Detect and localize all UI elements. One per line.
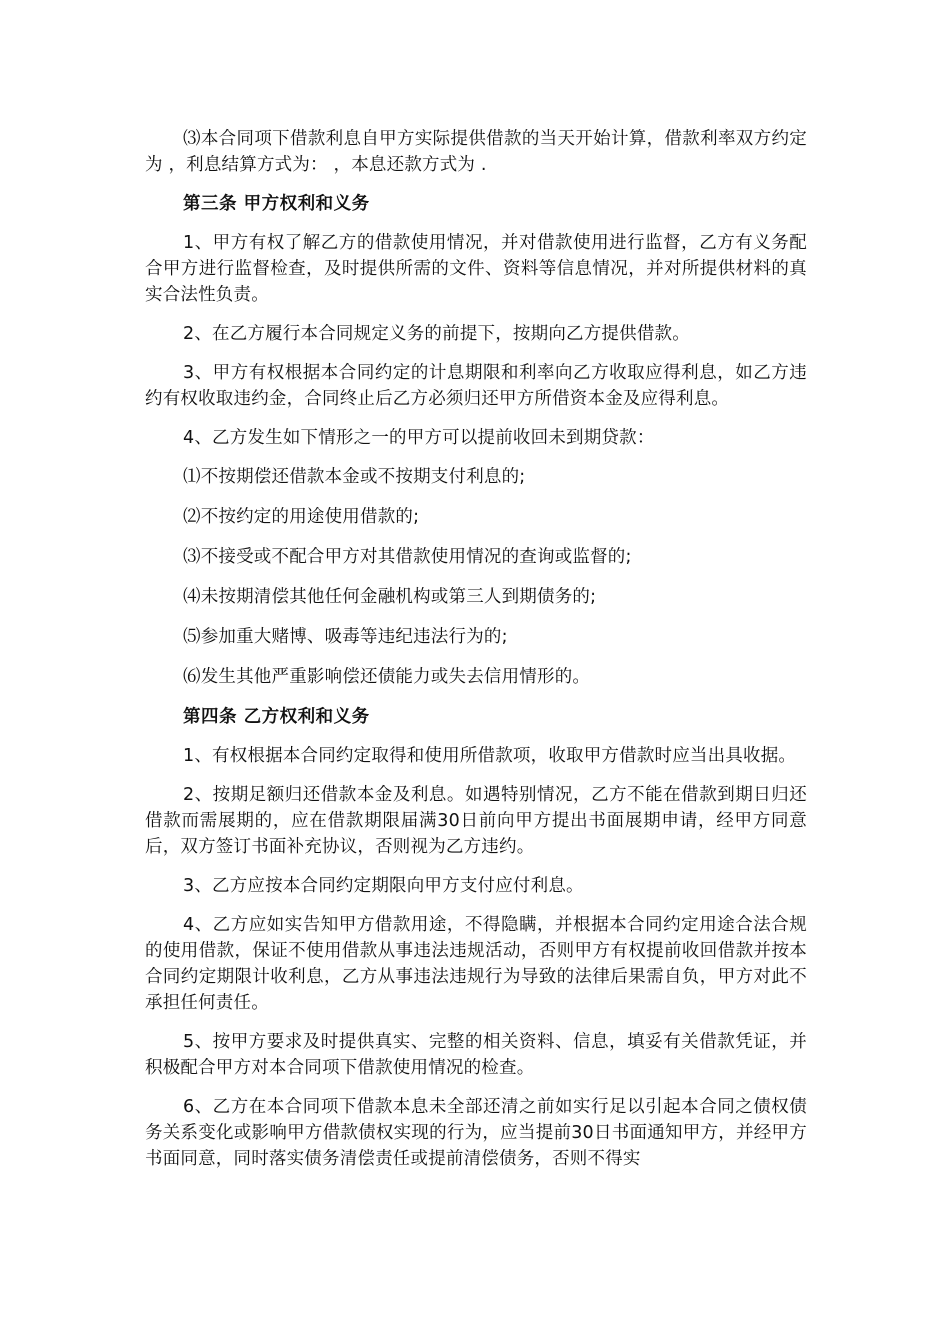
article3-item-6: ⑹发生其他严重影响偿还债能力或失去信用情形的。 (183, 667, 591, 687)
article3-clause-3: 3、甲方有权根据本合同约定的计息期限和利率向乙方收取应得利息，如乙方违约有权收取违约金，合同终止后乙方必须归还甲方所借资本金及应得利息。 (145, 363, 807, 409)
interest-clause: ⑶本合同项下借款利息自甲方实际提供借款的当天开始计算，借款利率双方约定为 ，利息结算方式为： ，本息还款方式为 . (145, 129, 807, 175)
article3-clause-2: 2、在乙方履行本合同规定义务的前提下，按期向乙方提供借款。 (183, 324, 690, 344)
article4-clause-3: 3、乙方应按本合同约定期限向甲方支付应付利息。 (183, 876, 584, 896)
article3-heading: 第三条 甲方权利和义务 (183, 194, 370, 214)
article3-clause-4: 4、乙方发生如下情形之一的甲方可以提前收回未到期贷款： (183, 428, 655, 448)
article3-item-5: ⑸参加重大赌博、吸毒等违纪违法行为的; (183, 627, 508, 647)
contract-page (145, 126, 807, 1185)
article4-clause-5: 5、按甲方要求及时提供真实、完整的相关资料、信息，填妥有关借款凭证，并积极配合甲方对本合同项下借款使用情况的检查。 (145, 1032, 807, 1078)
article4-clause-1: 1、有权根据本合同约定取得和使用所借款项，收取甲方借款时应当出具收据。 (183, 746, 797, 766)
article4-clause-2: 2、按期足额归还借款本金及利息。如遇特别情况，乙方不能在借款到期日归还借款而需展期的，应在借款期限届满30日前向甲方提出书面展期申请，经甲方同意后，双方签订书面补充协议，否则视为乙方违约。 (145, 785, 807, 857)
article3-item-3: ⑶不接受或不配合甲方对其借款使用情况的查询或监督的; (183, 547, 632, 567)
article3-item-4: ⑷未按期清偿其他任何金融机构或第三人到期债务的; (183, 587, 597, 607)
article3-item-2: ⑵不按约定的用途使用借款的; (183, 507, 420, 527)
article3-clause-1: 1、甲方有权了解乙方的借款使用情况，并对借款使用进行监督，乙方有义务配合甲方进行监督检查，及时提供所需的文件、资料等信息情况，并对所提供材料的真实合法性负责。 (145, 233, 807, 305)
article4-clause-4: 4、乙方应如实告知甲方借款用途，不得隐瞒，并根据本合同约定用途合法合规的使用借款，保证不使用借款从事违法违规活动，否则甲方有权提前收回借款并按本合同约定期限计收利息，乙方从事违法违规行为导致的法律后果需自负，甲方对此不承担任何责任。 (145, 915, 807, 1013)
article4-clause-6: 6、乙方在本合同项下借款本息未全部还清之前如实行足以引起本合同之债权债务关系变化或影响甲方借款债权实现的行为，应当提前30日书面通知甲方，并经甲方书面同意，同时落实债务清偿责任或提前清偿债务，否则不得实 (145, 1097, 807, 1169)
article4-heading: 第四条 乙方权利和义务 (183, 707, 370, 727)
article3-item-1: ⑴不按期偿还借款本金或不按期支付利息的; (183, 467, 526, 487)
